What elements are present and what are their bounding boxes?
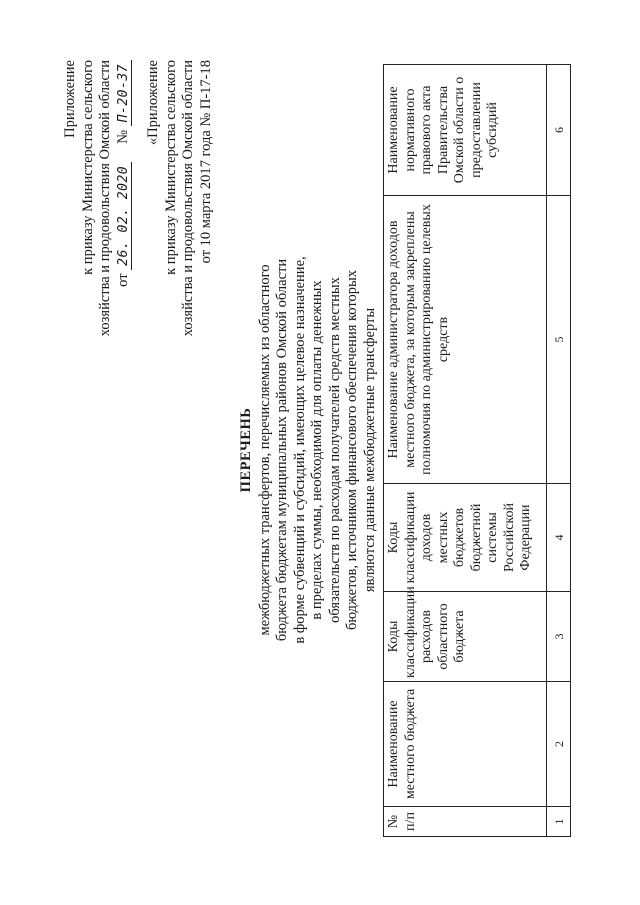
title-line: обязательств по расходам получателей средств местных bbox=[326, 277, 343, 623]
title-line: в форме субвенций и субсидий, имеющих целевое назначение, bbox=[291, 256, 308, 644]
column-number-cell: 1 bbox=[547, 807, 571, 837]
header-cell-income-codes: Коды классификации доходов местных бюджетов бюджетной системы Российской Федерации bbox=[384, 484, 547, 592]
transfers-table bbox=[383, 64, 571, 837]
title-line: бюджета бюджетам муниципальных районов Омской области bbox=[274, 258, 290, 642]
column-number-cell: 5 bbox=[547, 196, 571, 484]
appendix-order-line2: к приказу Министерства сельского bbox=[79, 60, 96, 275]
header-cell-expense-codes: Коды классификации расходов областного бюджета bbox=[384, 592, 547, 682]
title-line: являются данные межбюджетные трансферты bbox=[361, 307, 378, 593]
header-cell-administrator: Наименование администратора доходов местного бюджета, за которым закреплены полномочия по администрированию целевых средств bbox=[384, 196, 547, 484]
column-number-cell: 2 bbox=[547, 682, 571, 807]
document-title bbox=[238, 55, 379, 845]
column-number-cell: 6 bbox=[547, 65, 571, 196]
appendix-order-date-line bbox=[115, 60, 133, 336]
appendix-prior-line3: хозяйства и продовольствия Омской области bbox=[180, 60, 196, 337]
number-label: № bbox=[114, 129, 131, 144]
table-header-row bbox=[384, 65, 547, 837]
header-cell-budget-name: Наименование местного бюджета bbox=[384, 682, 547, 807]
table-column-numbers-row bbox=[547, 65, 571, 837]
appendix-prior-line2: к приказу Министерства сельского bbox=[162, 60, 179, 275]
title-heading: ПЕРЕЧЕНЬ bbox=[238, 407, 254, 493]
appendix-prior-line1: «Приложение bbox=[145, 60, 161, 146]
from-label: от bbox=[114, 273, 131, 287]
appendix-order-block bbox=[62, 60, 132, 336]
header-cell-legal-act: Наименование нормативного правового акта Правительства Омской области о предоставлении субсидий bbox=[384, 65, 547, 196]
title-line: межбюджетных трансфертов, перечисляемых из областного bbox=[256, 264, 273, 636]
column-number-cell: 4 bbox=[547, 484, 571, 592]
appendix-prior-block bbox=[145, 60, 215, 336]
title-line: бюджетов, источником финансового обеспечения которых bbox=[344, 269, 360, 631]
title-line: в пределах суммы, необходимой для оплаты денежных bbox=[309, 280, 325, 620]
handwritten-date: 26. 02. 2020 bbox=[116, 162, 132, 270]
handwritten-number: П-20-37 bbox=[116, 60, 132, 126]
appendix-order-line3: хозяйства и продовольствия Омской области bbox=[97, 60, 113, 337]
appendix-order-line1: Приложение bbox=[62, 60, 78, 138]
column-number-cell: 3 bbox=[547, 592, 571, 682]
header-cell-number: № п/п bbox=[384, 807, 547, 837]
appendix-prior-line4: от 10 марта 2017 года № П-17-18 bbox=[197, 60, 214, 264]
